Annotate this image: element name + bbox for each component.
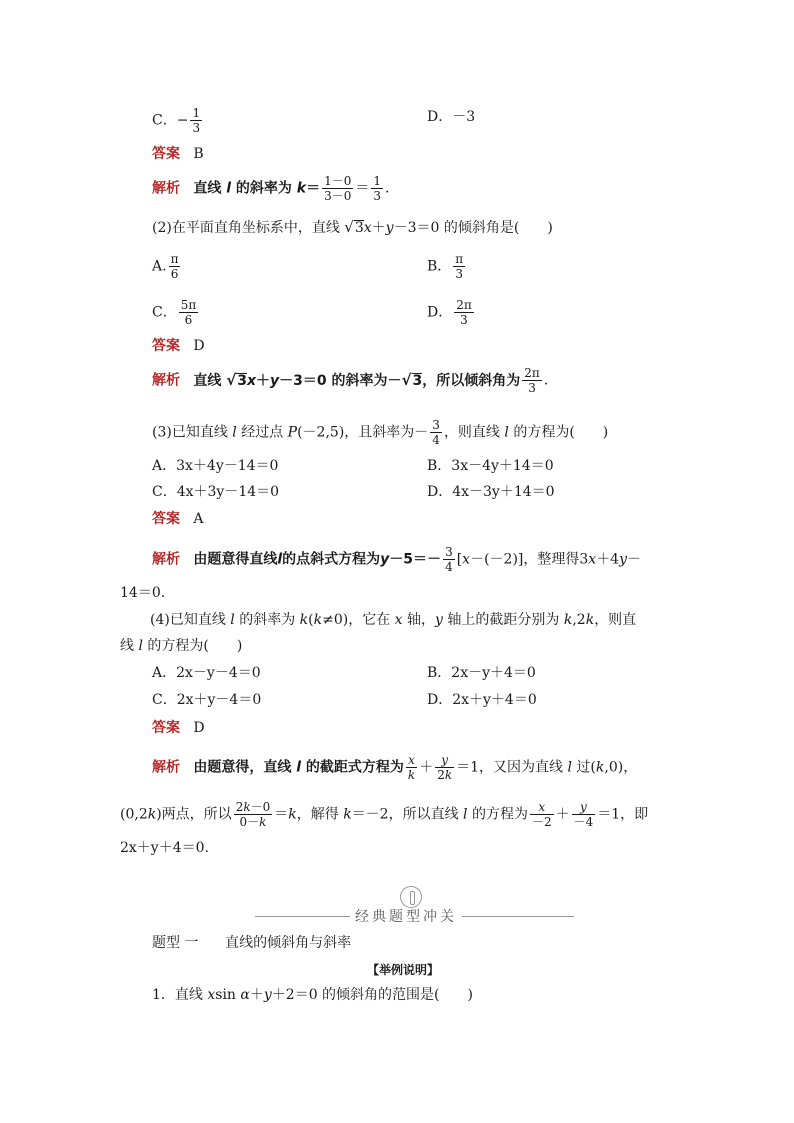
q3-analysis: 解析 由题意得直线l的点斜式方程为y－5＝－ $\frac{3}{4}$ [x－(－2)]，整理得3x＋4y－ [152,545,642,574]
type-title: 直线的倾斜角与斜率 [225,935,352,951]
q2-option-d: D． $\frac{2\pi}{3}$ [427,298,472,327]
banner-divider-right [462,916,574,917]
q1-option-d: D．－3 [427,109,476,125]
q1-analysis: 解析 直线 l 的斜率为 k＝ $\frac{1-0}{3-0}$ ＝ $\frac{1}{3}$ . [152,174,390,203]
q2-option-b: B． $\frac{\pi}{3}$ [427,252,464,281]
example-label: 【举例说明】 [367,963,440,977]
example-q1: 1．直线 xsin α＋y＋2＝0 的倾斜角的范围是( ) [152,987,473,1003]
answer-value: B [193,146,204,162]
q3-option-c: C．4x＋3y－14＝0 [152,484,280,500]
q4-stem-line2: 线 l 的方程为( ) [120,638,243,654]
q1-answer [152,144,204,164]
q1-option-c: C．− $\frac{1}{3}$ [152,106,201,135]
q4-analysis-line1: 解析 由题意得，直线 l 的截距式方程为 $\frac{x}{k}$ ＋ $\frac{y}{2k}$ ＝1，又因为直线 l 过(k,0)， [152,753,638,782]
q4-option-a: A．2x－y－4＝0 [152,665,261,681]
q3-option-a: A．3x＋4y－14＝0 [152,458,279,474]
q4-option-d: D．2x＋y＋4＝0 [427,692,537,708]
q2-option-a: A. $\frac{\pi}{6}$ [152,252,179,281]
q4-analysis-line2: (0,2k)两点，所以 $\frac{2k-0}{0-k}$ ＝k，解得 k＝－2，所以直线 l 的方程为 $\frac{x}{-2}$ ＋ $\frac{y}{-4}$ ＝1，即 [120,800,649,829]
analysis-label: 解析 [152,180,180,197]
q3-answer: 答案 A [152,511,204,527]
q3-analysis-cont: 14＝0. [120,585,166,601]
q2-analysis: 解析 直线 √3x＋y－3＝0 的斜率为－√3，所以倾斜角为 $\frac{2\pi}{3}$ . [152,366,549,395]
q4-option-b: B．2x－y＋4＝0 [427,665,536,681]
q2-option-c: C． $\frac{5\pi}{6}$ [152,298,197,327]
banner-divider-left [255,916,350,917]
q2-answer: 答案 D [152,338,205,354]
answer-label: 答案 [152,146,180,162]
question-type-heading [152,933,351,953]
q3-option-d: D．4x－3y＋14＝0 [427,484,555,500]
q4-stem-line1: (4)已知直线 l 的斜率为 k(k≠0)，它在 x 轴，y 轴上的截距分别为 k,2k，则直 [150,612,637,628]
bulb-icon [400,886,422,908]
q4-option-c: C．2x＋y－4＝0 [152,692,262,708]
q4-answer: 答案 D [152,720,205,736]
q2-stem: (2)在平面直角坐标系中，直线 √3x＋y－3＝0 的倾斜角是( ) [152,218,553,236]
q3-option-b: B．3x－4y＋14＝0 [427,458,554,474]
type-label: 题型 一 [152,935,199,951]
section-banner: 经典题型冲关 [355,909,457,925]
fraction: $\frac{1}{3}$ [192,106,201,135]
q3-stem: (3)已知直线 l 经过点 P(－2,5)，且斜率为－ $\frac{3}{4}$ ，则直线 l 的方程为( ) [152,418,609,447]
q4-analysis-line3: 2x＋y＋4＝0. [120,840,209,856]
